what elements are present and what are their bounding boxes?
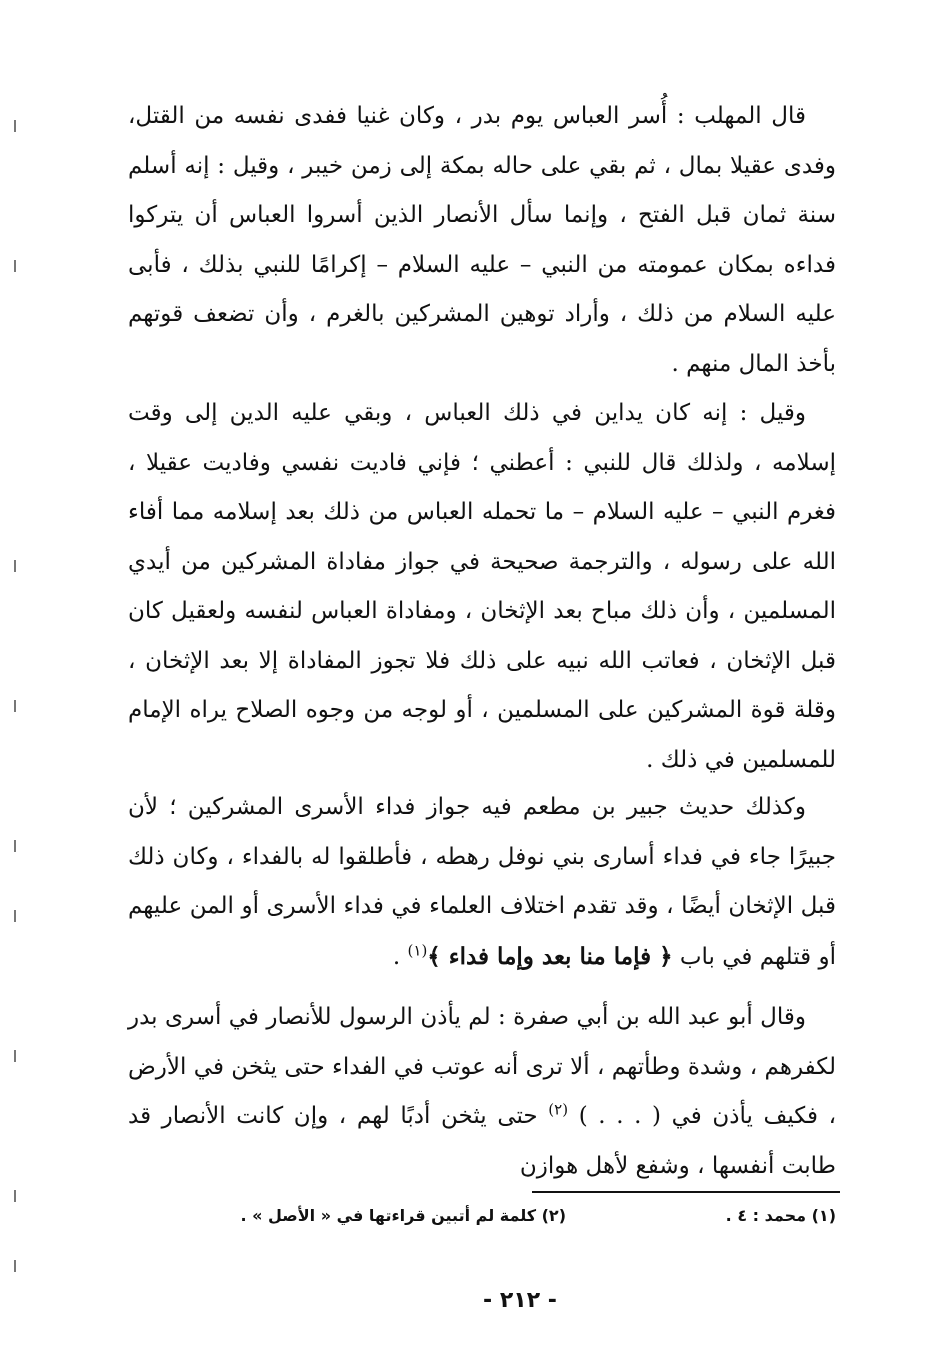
paragraph-3 bbox=[128, 783, 836, 982]
footnotes bbox=[128, 1206, 836, 1236]
paragraph-3-part-a: وكذلك حديث جبير بن مطعم فيه جواز فداء الأسرى المشركين ؛ لأن جبيرًا جاء في فداء أسارى بني نوفل رهطه ، فأطلقوا له بالفداء ، bbox=[128, 794, 837, 870]
footnote-ref-2: (٢) bbox=[548, 1100, 569, 1119]
paragraph-3-end: . bbox=[392, 943, 408, 970]
footnote-2: (٢) كلمة لم أتبين قراءتها في « الأصل » . bbox=[240, 1206, 566, 1225]
footnote-ref-1: (١) bbox=[407, 940, 428, 959]
paragraph-4-part-a: وقال أبو عبد الله بن أبي صفرة : لم يأذن الرسول للأنصار في أسرى بدر لكفرهم ، وشدة وطأتهم ، ألا ترى أنه عوتب في الفداء حتى يثخن في الأرض ، فكيف يأذن في ( . . . ) bbox=[128, 1004, 837, 1129]
paragraph-1-text: قال المهلب : أُسر العباس يوم بدر ، وكان غنيا ففدى نفسه من القتل، وفدى عقيلا بمال ، ثم بقي على حاله بمكة إلى زمن خيبر ، وقيل : إنه أسلم سنة ثمان قبل الفتح ، وإنما سأل الأنصار الذين أسروا العباس أن يتركوا فداءه بمكان عمومته من النبي – عليه السلام – إكرامًا للنبي بذلك ، فأبى عليه السلام من ذلك ، وأراد توهين المشركين بالغرم ، وأن تضعف قوتهم بأخذ المال منهم . bbox=[128, 103, 836, 377]
paragraph-3-text bbox=[128, 783, 836, 982]
scan-margin-marks bbox=[14, 0, 17, 1371]
footnote-separator bbox=[532, 1191, 840, 1193]
paragraph-4-part-b: حتى يثخن أدبًا لهم ، وإن كانت الأنصار قد طابت أنفسها ، وشفع لأهل هوازن bbox=[128, 1103, 836, 1179]
paragraph-2-text: وقيل : إنه كان يداين في ذلك العباس ، وبقي عليه الدين إلى وقت إسلامه ، ولذلك قال للنبي : أعطني ؛ فإني فاديت نفسي وفاديت عقيلا ، فغرم النبي – عليه السلام – ما تحمله العباس من ذلك بعد إسلامه مما أفاء الله على رسوله ، والترجمة صحيحة في جواز مفاداة المشركين من أيدي المسلمين ، وأن ذلك مباح بعد الإثخان ، ومفاداة العباس لنفسه ولعقيل كان قبل الإثخان ، فعاتب الله نبيه على ذلك فلا تجوز المفاداة إلا بعد الإثخان ، وقلة قوة المشركين على المسلمين ، أو لوجه من وجوه الصلاح يراه الإمام للمسلمين في ذلك . bbox=[128, 400, 836, 773]
paragraph-4-text bbox=[128, 993, 836, 1191]
paragraph-3-part-b: وكان ذلك قبل الإثخان أيضًا ، وقد تقدم اختلاف العلماء في فداء الأسرى أو المن عليهم أو قتلهم في باب bbox=[128, 843, 836, 970]
paragraph-4 bbox=[128, 993, 836, 1191]
paragraph-1 bbox=[128, 92, 836, 389]
footnote-1: (١) محمد : ٤ . bbox=[725, 1206, 836, 1225]
quran-quote: ﴿ فإما منا بعد وإما فداء ﴾ bbox=[427, 942, 673, 970]
page-number: - ٢١٢ - bbox=[483, 1288, 557, 1313]
paragraph-2 bbox=[128, 389, 836, 785]
